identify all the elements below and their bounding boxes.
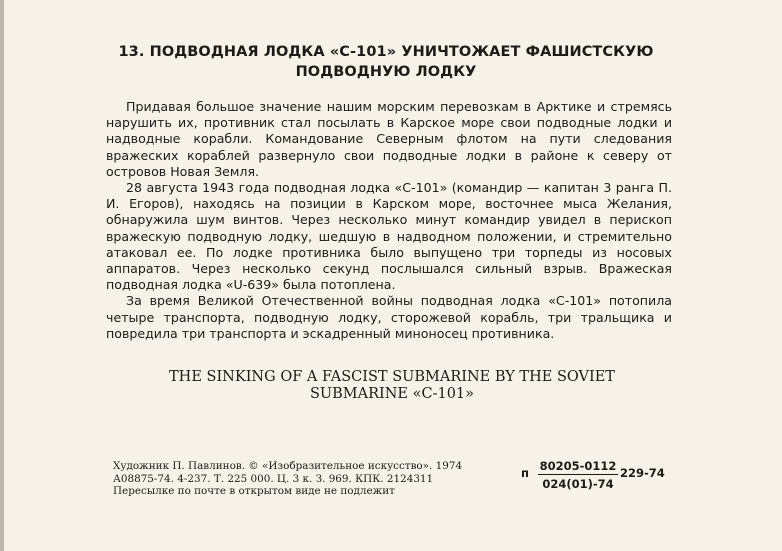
index-divider <box>538 474 618 475</box>
credits-line-3: Пересылке по почте в открытом виде не подлежит <box>113 485 395 497</box>
index-letter: п <box>521 466 529 480</box>
page-title <box>100 42 672 82</box>
body-text <box>106 99 672 342</box>
index-code-top: 80205-0112 <box>539 459 617 473</box>
index-code-bottom: 024(01)-74 <box>542 477 614 491</box>
imprint-credits <box>113 460 503 498</box>
english-caption <box>120 369 664 403</box>
card-edge <box>0 0 4 551</box>
title-line-1: 13. ПОДВОДНАЯ ЛОДКА «С-101» УНИЧТОЖАЕТ ФАШИСТСКУЮ <box>118 44 654 60</box>
title-line-2: ПОДВОДНУЮ ЛОДКУ <box>295 64 477 80</box>
paragraph-1: Придавая большое значение нашим морским перевозкам в Арктике и стремясь нарушить их, противник стал посылать в Карское море свои подводные лодки и надводные корабли. Командование Северным флотом на пути следования вражеских кораблей развернуло свои подводные лодки в районе к северу от островов Новая Земля. <box>106 99 672 179</box>
english-caption-line-1: THE SINKING OF A FASCIST SUBMARINE BY THE SOVIET <box>169 369 615 385</box>
credits-line-2: А08875-74. 4-237. Т. 225 000. Ц. 3 к. З. 969. КПК. 2124311 <box>113 472 434 485</box>
paragraph-2: 28 августа 1943 года подводная лодка «С-101» (командир — капитан 3 ранга П. И. Егоров), находясь на позиции в Карском море, восточнее мыса Желания, обнаружила шум винтов. Через несколько минут командир увидел в перископ вражескую подводную лодку, шедшую в надводном положении, и стремительно атаковал ее. По лодке противника было выпущено три торпеды из носовых аппаратов. Через несколько секунд послышался сильный взрыв. Вражеская подводная лодка «U-639» была потоплена. <box>106 180 672 293</box>
index-code-right: 229-74 <box>620 466 665 480</box>
english-caption-line-2: SUBMARINE «С-101» <box>309 386 475 402</box>
paragraph-3: За время Великой Отечественной войны подводная лодка «С-101» потопила четыре транспорта, подводную лодку, сторожевой корабль, три тральщика и повредила три транспорта и эскадренный миноносец противника. <box>106 293 672 341</box>
credits-line-1: Художник П. Павлинов. © «Изобразительное искусство». 1974 <box>113 460 463 472</box>
